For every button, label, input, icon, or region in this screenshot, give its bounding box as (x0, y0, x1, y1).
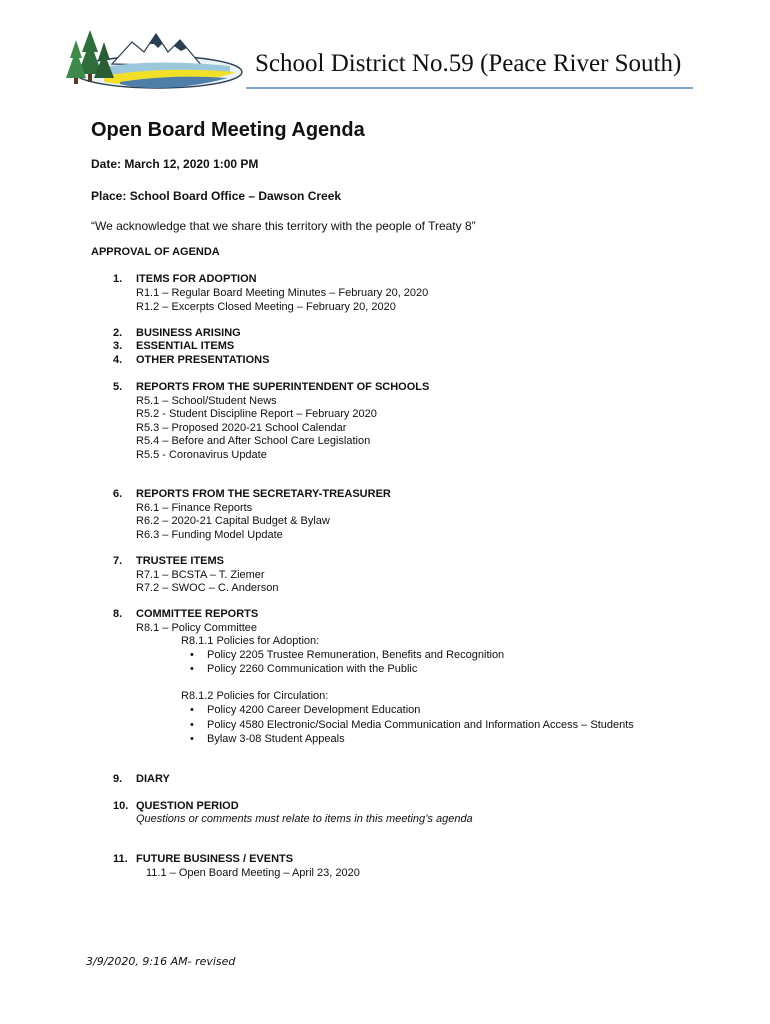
sub-item: R8.1 – Policy Committee (136, 622, 258, 634)
sub-item: R7.2 – SWOC – C. Anderson (136, 582, 279, 594)
item-number: 8. (113, 608, 123, 620)
sub-item: R1.2 – Excerpts Closed Meeting – February 20, 2020 (136, 301, 396, 313)
item-heading: REPORTS FROM THE SECRETARY-TREASURER (136, 488, 391, 500)
sub-item: 11.1 – Open Board Meeting – April 23, 2020 (146, 867, 360, 879)
page-title: Open Board Meeting Agenda (91, 119, 365, 141)
sub-item: R7.1 – BCSTA – T. Ziemer (136, 569, 265, 581)
item-heading: BUSINESS ARISING (136, 327, 241, 339)
item-heading: COMMITTEE REPORTS (136, 608, 259, 620)
item-heading: OTHER PRESENTATIONS (136, 354, 270, 366)
item-number: 7. (113, 555, 123, 567)
sub-item: R5.1 – School/Student News (136, 395, 277, 407)
item-number: 6. (113, 488, 123, 500)
district-name: School District No.59 (Peace River South) (255, 50, 682, 77)
item-number: 5. (113, 381, 123, 393)
sub-item: R1.1 – Regular Board Meeting Minutes – February 20, 2020 (136, 287, 429, 299)
policy-bullet: • Policy 2205 Trustee Remuneration, Benefits and Recognition (207, 648, 504, 662)
date-line: Date: March 12, 2020 1:00 PM (91, 157, 259, 171)
item-number: 10. (113, 800, 129, 812)
item-number: 3. (113, 340, 123, 352)
land-acknowledgement: “We acknowledge that we share this territory with the people of Treaty 8” (91, 219, 476, 233)
sub-item: R5.4 – Before and After School Care Legislation (136, 435, 371, 447)
policy-bullet: • Policy 4200 Career Development Education (207, 703, 420, 717)
item-number: 2. (113, 327, 123, 339)
policy-group-label: R8.1.2 Policies for Circulation: (181, 690, 329, 702)
revision-footer: 3/9/2020, 9:16 AM- revised (86, 955, 236, 968)
policy-bullet: • Bylaw 3-08 Student Appeals (207, 732, 345, 746)
item-heading: DIARY (136, 773, 170, 785)
sub-item: R5.3 – Proposed 2020-21 School Calendar (136, 422, 347, 434)
item-number: 1. (113, 273, 123, 285)
approval-heading: APPROVAL OF AGENDA (91, 246, 220, 258)
header-rule (246, 87, 693, 89)
item-heading: TRUSTEE ITEMS (136, 555, 225, 567)
sub-item: R6.1 – Finance Reports (136, 502, 253, 514)
policy-bullet: • Policy 4580 Electronic/Social Media Communication and Information Access – Students (207, 718, 634, 732)
sub-item: R6.2 – 2020-21 Capital Budget & Bylaw (136, 515, 330, 527)
sub-item: R5.2 - Student Discipline Report – February 2020 (136, 408, 377, 420)
item-heading: REPORTS FROM THE SUPERINTENDENT OF SCHOOLS (136, 381, 430, 393)
item-heading: FUTURE BUSINESS / EVENTS (136, 853, 294, 865)
item-number: 9. (113, 773, 123, 785)
item-number: 4. (113, 354, 123, 366)
item-heading: QUESTION PERIOD (136, 800, 239, 812)
district-logo (60, 22, 246, 94)
item-heading: ESSENTIAL ITEMS (136, 340, 235, 352)
policy-bullet: • Policy 2260 Communication with the Public (207, 662, 417, 676)
sub-item: R6.3 – Funding Model Update (136, 529, 283, 541)
item-note: Questions or comments must relate to items in this meeting’s agenda (136, 813, 473, 825)
sub-item: R5.5 - Coronavirus Update (136, 449, 267, 461)
item-number: 11. (113, 853, 128, 865)
policy-group-label: R8.1.1 Policies for Adoption: (181, 635, 320, 647)
item-heading: ITEMS FOR ADOPTION (136, 273, 257, 285)
place-line: Place: School Board Office – Dawson Creek (91, 189, 342, 203)
